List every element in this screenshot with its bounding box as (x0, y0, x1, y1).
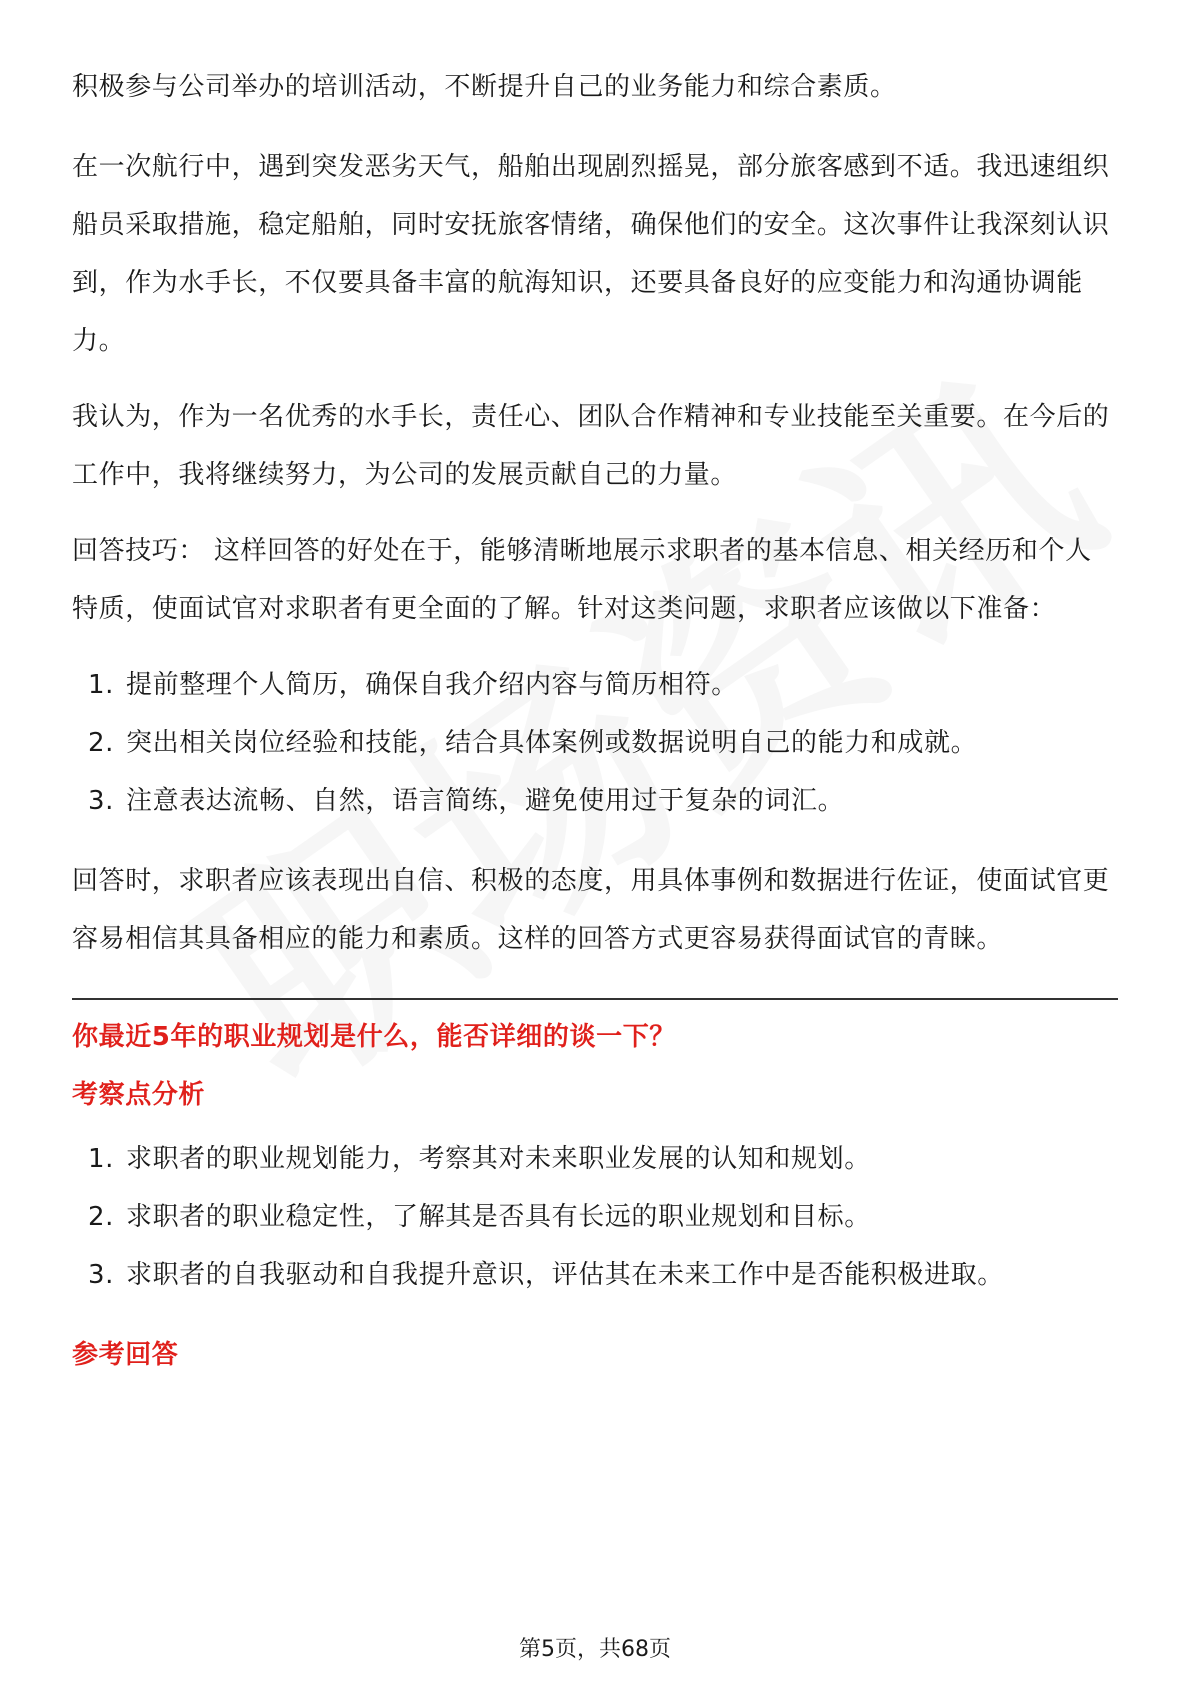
analysis-list (72, 1130, 1118, 1304)
list-item-number: 3. (87, 1260, 114, 1290)
list-item-text: 求职者的职业稳定性，了解其是否具有长远的职业规划和目标。 (126, 1202, 871, 1232)
paragraph-qualities: 我认为，作为一名优秀的水手长，责任心、团队合作精神和专业技能至关重要。在今后的工作中，我将继续努力，为公司的发展贡献自己的力量。 (72, 402, 1110, 490)
analysis-heading: 考察点分析 (72, 1080, 206, 1110)
list-item-text: 求职者的自我驱动和自我提升意识，评估其在未来工作中是否能积极进取。 (126, 1260, 1004, 1290)
list-item-number: 2. (87, 1202, 114, 1232)
list-item-text: 突出相关岗位经验和技能，结合具体案例或数据说明自己的能力和成就。 (126, 728, 978, 758)
answer-heading: 参考回答 (72, 1340, 179, 1370)
list-item-text: 提前整理个人简历，确保自我介绍内容与简历相符。 (126, 670, 738, 700)
paragraph-closing: 回答时，求职者应该表现出自信、积极的态度，用具体事例和数据进行佐证，使面试官更容易相信其具备相应的能力和素质。这样的回答方式更容易获得面试官的青睐。 (72, 866, 1110, 954)
page-number-footer: 第5页，共68页 (519, 1637, 671, 1662)
list-item-number: 3. (87, 786, 114, 816)
list-item-text: 注意表达流畅、自然，语言简练，避免使用过于复杂的词汇。 (126, 786, 845, 816)
paragraph-voyage-incident: 在一次航行中，遇到突发恶劣天气，船舶出现剧烈摇晃，部分旅客感到不适。我迅速组织船员采取措施，稳定船舶，同时安抚旅客情绪，确保他们的安全。这次事件让我深刻认识到，作为水手长，不仅要具备丰富的航海知识，还要具备良好的应变能力和沟通协调能力。 (72, 152, 1110, 356)
list-item (72, 1188, 1118, 1246)
list-item (72, 772, 1118, 830)
list-item-number: 1. (87, 670, 114, 700)
page-content (72, 58, 1118, 1384)
section-divider (72, 998, 1118, 1000)
list-item (72, 1246, 1118, 1304)
list-item-number: 1. (87, 1144, 114, 1174)
paragraph-training: 积极参与公司举办的培训活动，不断提升自己的业务能力和综合素质。 (72, 72, 897, 102)
question-title: 你最近5年的职业规划是什么，能否详细的谈一下？ (72, 1022, 676, 1052)
tips-list (72, 656, 1118, 830)
list-item-number: 2. (87, 728, 114, 758)
list-item (72, 1130, 1118, 1188)
paragraph-answer-tips: 回答技巧： 这样回答的好处在于，能够清晰地展示求职者的基本信息、相关经历和个人特质，使面试官对求职者有更全面的了解。针对这类问题，求职者应该做以下准备： (72, 536, 1092, 624)
list-item (72, 656, 1118, 714)
list-item-text: 求职者的职业规划能力，考察其对未来职业发展的认知和规划。 (126, 1144, 871, 1174)
list-item (72, 714, 1118, 772)
